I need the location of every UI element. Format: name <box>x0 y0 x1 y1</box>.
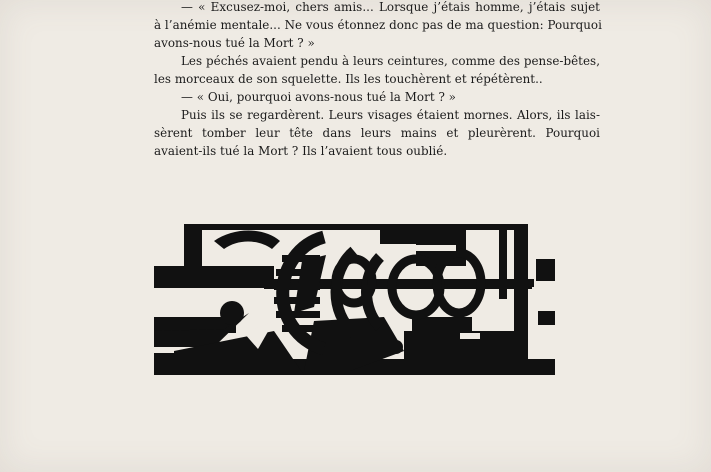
paragraph-sins <box>154 52 600 88</box>
text-line: — « Oui, pourquoi avons-nous tué la Mort ? » <box>181 90 456 104</box>
text-line: les morceaux de son squelette. Ils les touchèrent et répétèrent.. <box>154 72 543 86</box>
text-line: — « Excusez-moi, chers amis... Lorsque j’étais homme, j’étais sujet <box>181 0 600 14</box>
paragraph-weeping <box>154 106 600 160</box>
text-line: à l’anémie mentale... Ne vous étonnez donc pas de ma question: Pourquoi <box>154 18 602 32</box>
paragraph-reply <box>154 88 600 106</box>
woodcut-illustration <box>154 221 555 375</box>
body-text <box>154 0 600 160</box>
text-line: sèrent tomber leur tête dans leurs mains et pleurèrent. Pourquoi <box>154 126 600 140</box>
text-line: avaient-ils tué la Mort ? Ils l’avaient tous oublié. <box>154 144 448 158</box>
woodcut-svg <box>154 221 555 375</box>
text-line: Les péchés avaient pendu à leurs ceintures, comme des pense-bêtes, <box>181 54 600 68</box>
text-line: Puis ils se regardèrent. Leurs visages étaient mornes. Alors, ils lais- <box>181 108 600 122</box>
paragraph-question <box>154 0 600 52</box>
text-line: avons-nous tué la Mort ? » <box>154 36 315 50</box>
